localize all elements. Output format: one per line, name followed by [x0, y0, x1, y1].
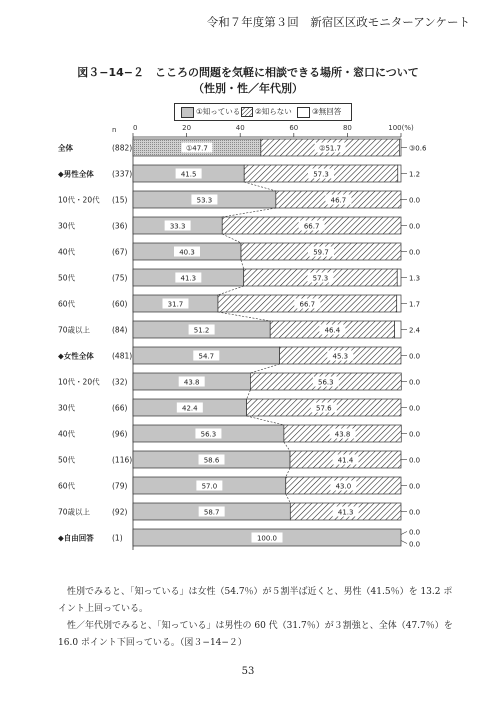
category-label: 全体	[58, 143, 73, 153]
category-n: (96)	[112, 429, 128, 439]
legend-label-dont-know: ②知らない	[255, 107, 292, 116]
category-label: 40代	[58, 429, 76, 439]
legend-label-know: ①知っている	[196, 107, 241, 116]
data-label-dont-know: 0.0	[409, 528, 421, 537]
category-n: (481)	[112, 351, 133, 361]
connector-line	[286, 468, 290, 477]
data-label-know: 33.3	[169, 222, 186, 231]
connector-line	[244, 182, 276, 191]
connector-line	[222, 234, 241, 243]
category-label: ◆女性全体	[58, 351, 94, 361]
figure-title: 図３−14−２ こころの問題を気軽に相談できる場所・窓口について	[77, 66, 419, 79]
data-label-know: ①47.7	[185, 144, 208, 153]
category-n: (92)	[112, 507, 128, 517]
data-label-no-answer: 0.0	[409, 248, 421, 257]
data-label-know: 53.3	[196, 196, 213, 205]
category-label: 70歳以上	[58, 325, 91, 335]
axis-tick-label: 40	[235, 124, 245, 132]
category-label: 30代	[58, 221, 76, 231]
legend-label-no-answer: ③無回答	[312, 107, 342, 116]
connector-line	[218, 312, 270, 321]
data-label-know: 58.6	[203, 456, 220, 465]
data-label-know: 41.3	[180, 274, 197, 283]
category-label: 50代	[58, 273, 76, 283]
leader-line	[401, 541, 407, 544]
data-label-know: 40.3	[179, 248, 195, 257]
data-label-know: 42.4	[182, 404, 198, 413]
data-label-dont-know: ②51.7	[319, 144, 342, 153]
data-label-no-answer: 1.7	[409, 300, 421, 309]
axis-tick-label: 60	[289, 124, 299, 132]
connector-line	[247, 390, 251, 399]
connector-line	[222, 208, 276, 217]
data-label-dont-know: 57.3	[313, 170, 329, 179]
category-n: (882)	[112, 143, 133, 153]
category-label: 70歳以上	[58, 507, 91, 517]
data-label-know: 56.3	[200, 430, 217, 439]
data-label-know: 100.0	[256, 534, 278, 543]
data-label-dont-know: 56.3	[318, 378, 334, 387]
category-label: ◆自由回答	[58, 533, 94, 543]
data-label-know: 57.0	[201, 482, 218, 491]
data-label-no-answer: 1.2	[409, 170, 421, 179]
connector-line	[218, 286, 244, 295]
connector-line	[286, 494, 291, 503]
data-label-no-answer: 0.0	[409, 540, 421, 549]
data-label-dont-know: 59.7	[313, 248, 329, 257]
axis-tick-label: 100(%)	[388, 124, 414, 132]
category-n: (15)	[112, 195, 128, 205]
data-label-dont-know: 43.0	[335, 482, 352, 491]
category-n: (84)	[112, 325, 128, 335]
data-label-dont-know: 41.4	[337, 456, 354, 465]
category-n: (60)	[112, 299, 128, 309]
category-n: (75)	[112, 273, 128, 283]
category-n: (66)	[112, 403, 128, 413]
data-label-dont-know: 43.8	[334, 430, 351, 439]
axis-n-label: n	[112, 126, 117, 134]
category-n: (36)	[112, 221, 128, 231]
connector-line	[241, 260, 244, 269]
bar-segment-no-answer	[397, 269, 401, 286]
data-label-no-answer: 0.0	[409, 430, 421, 439]
data-label-know: 58.7	[203, 508, 220, 517]
body-paragraph-1: 性別でみると、「知っている」は女性（54.7％）が５割半ば近くと、男性（41.5％）を 13.2 ポイント上回っている。	[58, 587, 453, 614]
data-label-no-answer: ③0.6	[409, 144, 427, 153]
body-paragraph-2: 性／年代別でみると、「知っている」は男性の 60 代（31.7％）が３割強と、全体（47.7％）を 16.0 ポイント下回っている。（図３−14−２）	[58, 621, 453, 648]
bar-segment-no-answer	[395, 321, 401, 338]
category-n: (337)	[112, 169, 133, 179]
data-label-no-answer: 2.4	[409, 326, 421, 335]
data-label-dont-know: 57.3	[312, 274, 329, 283]
data-label-no-answer: 0.0	[409, 404, 421, 413]
category-n: (67)	[112, 247, 128, 257]
data-label-dont-know: 66.7	[303, 222, 320, 231]
category-label: 60代	[58, 481, 76, 491]
bar-segment-no-answer	[398, 165, 401, 182]
category-label: 60代	[58, 299, 76, 309]
data-label-know: 51.2	[193, 326, 210, 335]
page-number: 53	[241, 666, 255, 677]
data-label-no-answer: 0.0	[409, 482, 421, 491]
data-label-no-answer: 0.0	[409, 378, 421, 387]
data-label-dont-know: 45.3	[332, 352, 349, 361]
category-label: 40代	[58, 247, 76, 257]
category-label: 50代	[58, 455, 76, 465]
category-label: 10代・20代	[58, 195, 100, 205]
data-label-no-answer: 0.0	[409, 196, 421, 205]
leader-line	[401, 532, 407, 535]
axis-tick-label: 0	[133, 124, 138, 132]
axis-tick-label: 80	[342, 124, 352, 132]
data-label-know: 43.8	[183, 378, 200, 387]
data-label-no-answer: 0.0	[409, 352, 421, 361]
category-label: 30代	[58, 403, 76, 413]
bar-segment-no-answer	[397, 295, 401, 312]
data-label-dont-know: 46.4	[324, 326, 341, 335]
category-n: (1)	[112, 533, 123, 543]
connector-line	[284, 442, 290, 451]
data-label-no-answer: 0.0	[409, 456, 421, 465]
data-label-no-answer: 0.0	[409, 222, 421, 231]
bar-segment-no-answer	[399, 139, 401, 156]
data-label-no-answer: 0.0	[409, 508, 421, 517]
data-label-know: 41.5	[180, 170, 197, 179]
data-label-dont-know: 46.7	[330, 196, 347, 205]
data-label-dont-know: 57.6	[316, 404, 332, 413]
category-n: (32)	[112, 377, 128, 387]
category-n: (116)	[112, 455, 133, 465]
data-label-dont-know: 41.3	[337, 508, 354, 517]
connector-line	[247, 416, 284, 425]
data-label-know: 54.7	[198, 352, 215, 361]
page-header: 令和７年度第３回 新宿区区政モニターアンケート	[206, 15, 470, 29]
axis-tick-label: 20	[182, 124, 192, 132]
connector-line	[250, 364, 279, 373]
data-label-know: 31.7	[167, 300, 184, 309]
figure-subtitle: （性別・性／年代別）	[193, 82, 303, 95]
data-label-dont-know: 66.7	[299, 300, 316, 309]
data-label-no-answer: 1.3	[409, 274, 421, 283]
category-label: 10代・20代	[58, 377, 100, 387]
category-label: ◆男性全体	[58, 169, 94, 179]
category-n: (79)	[112, 481, 128, 491]
